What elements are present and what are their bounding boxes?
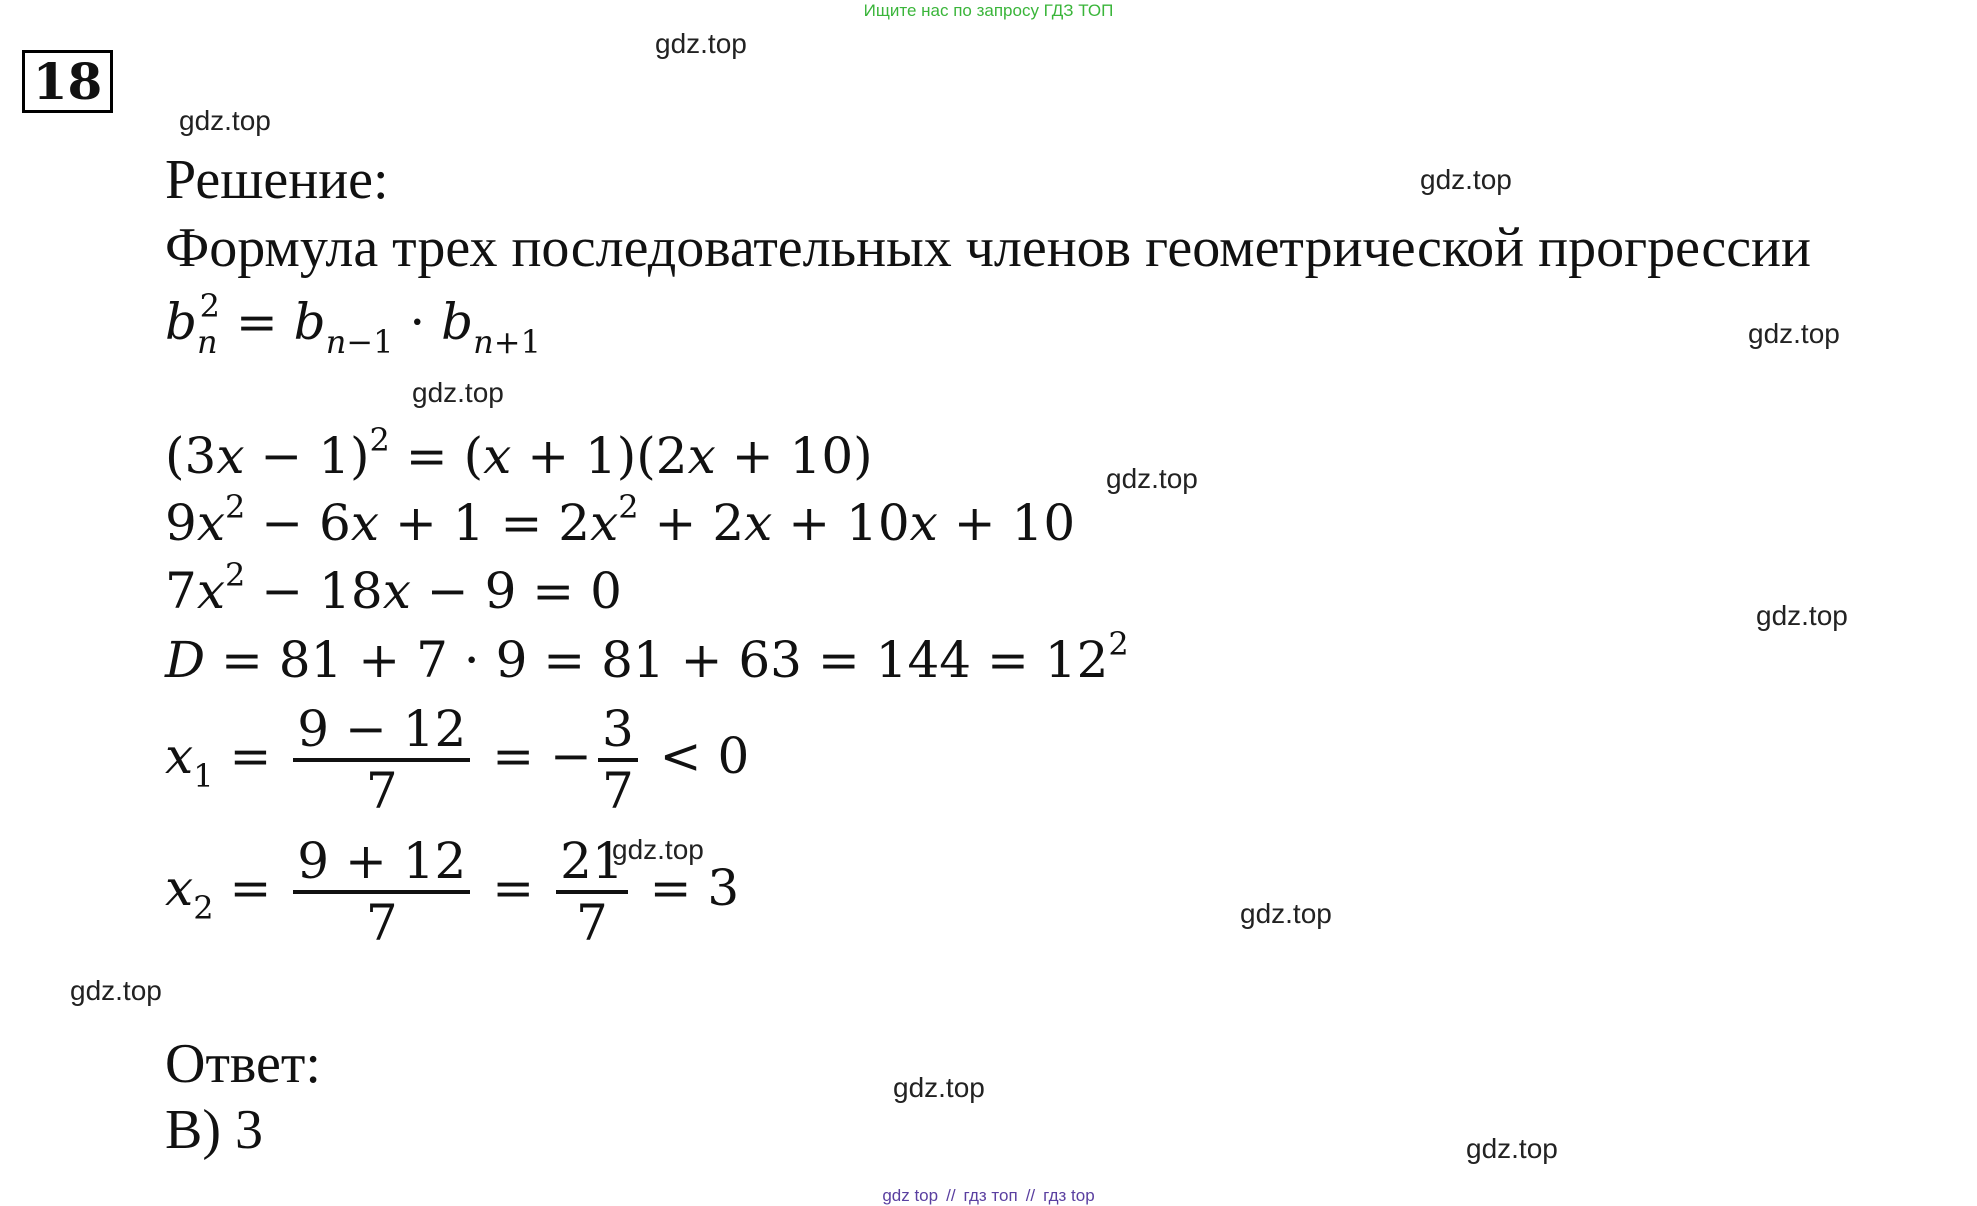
top-banner: Ищите нас по запросу ГДЗ ТОП [863, 1, 1114, 20]
equation-step-3: $7x^2 - 18x - 9 = 0$ [165, 556, 622, 620]
link-gdz-top-ru[interactable]: гдз топ [963, 1186, 1018, 1205]
watermark: gdz.top [1106, 463, 1198, 494]
link-separator: // [946, 1186, 956, 1205]
equation-step-2: $9x^2 - 6x + 1 = 2x^2 + 2x + 10x + 10$ [165, 488, 1076, 552]
watermark: gdz.top [1240, 898, 1332, 929]
watermark: gdz.top [1748, 318, 1840, 349]
root-x1: $x_1$ = $\frac{9 - 12}{7}$ = − $\frac{3}{7}$ < 0 [165, 700, 750, 820]
link-gdz-top-mixed[interactable]: гдз top [1043, 1186, 1095, 1205]
equation-step-1: $(3x - 1)^2 = (x + 1)(2x + 10)$ [165, 421, 873, 485]
watermark: gdz.top [1756, 600, 1848, 631]
bottom-links [0, 1186, 1977, 1206]
task-number-box: 18 [22, 50, 113, 113]
root-x2: $x_2$ = $\frac{9 + 12}{7}$ = $\frac{21}{7}$ = 3 [165, 832, 740, 952]
link-separator: // [1025, 1186, 1036, 1205]
watermark: gdz.top [893, 1072, 985, 1103]
link-gdz-top[interactable]: gdz top [882, 1186, 939, 1205]
watermark: gdz.top [655, 28, 747, 59]
discriminant: $D = 81 + 7 \cdot 9 = 81 + 63 = 144 = 12^2$ [165, 625, 1129, 689]
watermark: gdz.top [70, 975, 162, 1006]
solution-heading: Решение: [165, 149, 389, 211]
watermark: gdz.top [179, 105, 271, 136]
formula-geometric-mean: $b_n^2 = b_{n-1} \cdot b_{n+1}$ [165, 287, 541, 361]
answer-value: B) 3 [165, 1099, 263, 1161]
watermark: gdz.top [412, 377, 504, 408]
watermark: gdz.top [1466, 1133, 1558, 1164]
watermark: gdz.top [612, 834, 704, 865]
answer-heading: Ответ: [165, 1033, 321, 1095]
formula-caption: Формула трех последовательных членов геометрической прогрессии [165, 217, 1811, 279]
watermark: gdz.top [1420, 164, 1512, 195]
